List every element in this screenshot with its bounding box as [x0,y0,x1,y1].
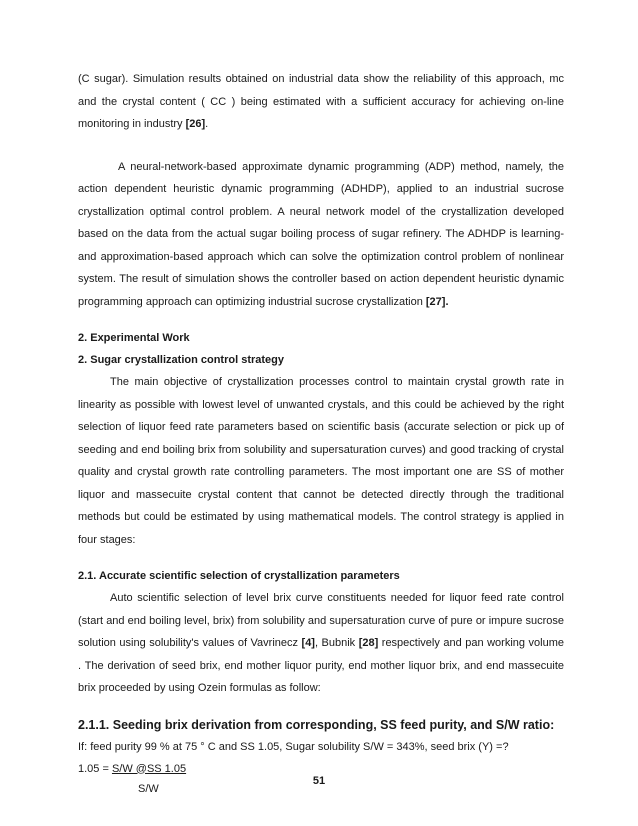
selection-text-2: , Bubnik [314,637,359,649]
intro-paragraph [78,68,564,136]
citation-28: [28] [358,637,379,649]
strategy-paragraph: The main objective of crystallization processes control to maintain crystal growth rate in linearity as possible with lowest level of unwanted crystals, and this could be achieved by the right selection of liquor feed rate parameters based on scientific basis (accurate selection or pick up of seeding and end boiling brix from solubility and supersaturation curves) and good tracking of crystal quality and crystal growth rate controlling parameters. The most important one are SS of mother liquor and massecuite crystal content that cannot be detected directly through the traditional methods but could be estimated by using mathematical models. The control strategy is applied in four stages: [78,376,564,546]
citation-27: [27]. [425,295,449,308]
heading-experimental-work: 2. Experimental Work [78,332,190,344]
intro-text: (C sugar). Simulation results obtained on industrial data show the reliability of this approach, mc and the crystal content ( CC ) being estimated with a sufficient accuracy for achieving on-line monitoring in industry [78,73,564,130]
selection-text-3: respectively and pan working volume . The derivation of seed brix, end mother liquor purity, end mother liquor brix, and end massecuite brix proceeded by using Ozein formulas as follow: [78,637,564,694]
document-page [78,68,564,798]
citation-26: [26] [185,118,206,130]
selection-text-1: Auto scientific selection of level brix curve constituents needed for liquor feed rate control (start and end boiling level, brix) from solubility and supersaturation curve of pure or impure sucrose solution using solubility's values of Vavrinecz [78,592,564,649]
page-number: 51 [312,775,326,787]
formula-denominator: S/W [138,782,159,795]
heading-section-2-1: 2.1. Accurate scientific selection of crystallization parameters [78,570,400,582]
heading-control-strategy: 2. Sugar crystallization control strategy [78,354,285,366]
heading-section-2-1-1: 2.1.1. Seeding brix derivation from corresponding, SS feed purity, and S/W ratio: [78,717,555,732]
formula-lhs: 1.05 = [78,762,112,775]
selection-paragraph [78,587,564,700]
adp-paragraph [78,156,564,314]
formula-numerator: S/W @SS 1.05 [111,762,187,775]
formula-condition: If: feed purity 99 % at 75 ° C and SS 1.05, Sugar solubility S/W = 343%, seed brix (Y) =? [78,740,509,753]
intro-tail: . [205,118,209,130]
adp-text: A neural-network-based approximate dynamic programming (ADP) method, namely, the action dependent heuristic dynamic programming (ADHDP), applied to an industrial sucrose crystallization optimal control problem. A neural network model of the crystallization developed based on the data from the actual sugar boiling process of sugar refinery. The ADHDP is learning- and approximation-based approach which can solve the optimization control problem of nonlinear system. The result of simulation shows the controller based on action dependent heuristic dynamic programming approach can optimizing industrial sucrose crystallization [78,160,564,308]
citation-4: [4] [301,637,315,649]
